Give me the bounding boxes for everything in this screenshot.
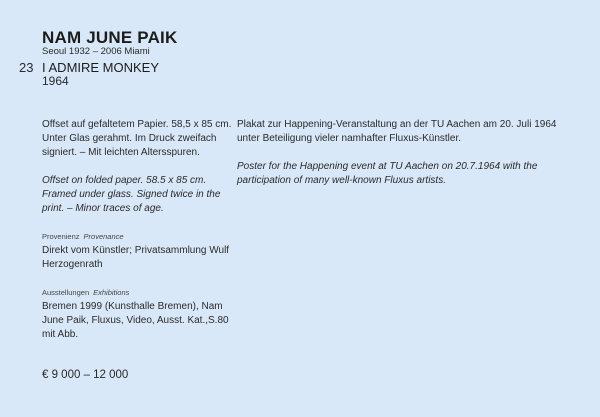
description-english: Offset on folded paper. 58.5 x 85 cm. Framed under glass. Signed twice in the print. – Minor traces of age.	[42, 175, 221, 214]
artwork-year: 1964	[42, 74, 69, 88]
exhibitions-text: Bremen 1999 (Kunsthalle Bremen), Nam June Paik, Fluxus, Video, Ausst. Kat.,S.80 mit Abb.	[42, 301, 229, 340]
price-estimate: € 9 000 – 12 000	[42, 369, 129, 381]
notes-german: Plakat zur Happening-Veranstaltung an der TU Aachen am 20. Juli 1964 unter Beteiligung vieler namhafter Fluxus-Künstler.	[237, 119, 557, 144]
provenance-label-de: Provenienz	[42, 232, 80, 241]
artist-life-dates: Seoul 1932 – 2006 Miami	[42, 46, 150, 57]
notes-column	[237, 118, 567, 188]
details-column	[42, 118, 232, 342]
notes-english: Poster for the Happening event at TU Aachen on 20.7.1964 with the participation of many well-known Fluxus artists.	[237, 161, 538, 186]
lot-number: 23	[19, 60, 34, 75]
description-german: Offset auf gefaltetem Papier. 58,5 x 85 cm. Unter Glas gerahmt. Im Druck zweifach signiert. – Mit leichten Altersspuren.	[42, 119, 232, 158]
exhibitions-label-de: Ausstellungen	[42, 288, 90, 297]
artwork-title: I ADMIRE MONKEY	[42, 60, 160, 75]
artist-name: NAM JUNE PAIK	[42, 28, 178, 47]
exhibitions-label	[42, 286, 232, 300]
provenance-label-en: Provenance	[83, 232, 124, 241]
provenance-label	[42, 230, 232, 244]
provenance-text: Direkt vom Künstler; Privatsammlung Wulf Herzogenrath	[42, 245, 230, 270]
exhibitions-label-en: Exhibitions	[93, 288, 130, 297]
